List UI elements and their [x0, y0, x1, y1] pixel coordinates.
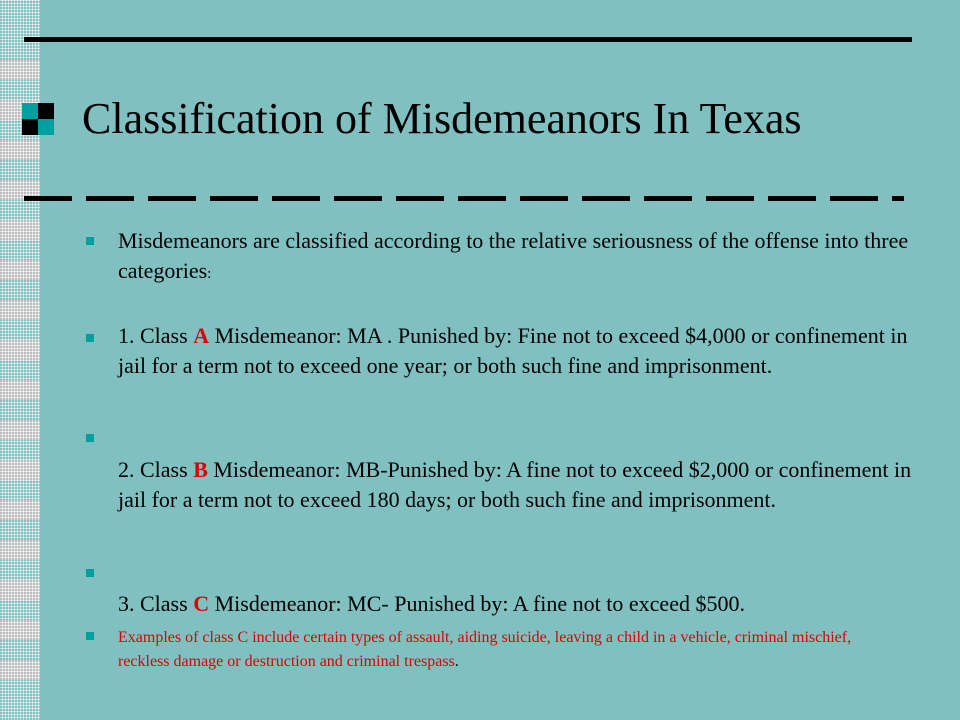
- examples-item: [118, 626, 878, 674]
- class-c-prefix: 3. Class: [118, 591, 194, 616]
- examples-period: .: [454, 653, 459, 670]
- class-b-letter: B: [193, 457, 208, 482]
- class-c-letter: C: [193, 591, 210, 616]
- square-bullet-icon: [86, 569, 94, 577]
- class-b-item: [118, 455, 928, 515]
- class-a-letter: A: [193, 323, 210, 348]
- intro-item: [118, 226, 928, 289]
- square-bullet-icon: [86, 632, 94, 640]
- square-bullet-icon: [86, 237, 94, 245]
- intro-colon: :: [207, 266, 212, 282]
- intro-text: Misdemeanors are classified according to the relative seriousness of the offense into three categories: [118, 228, 909, 283]
- slide-title: Classification of Misdemeanors In Texas: [82, 94, 802, 143]
- square-bullet-icon: [86, 334, 94, 342]
- class-c-item: [118, 589, 928, 619]
- class-a-prefix: 1. Class: [118, 323, 194, 348]
- class-a-text: Misdemeanor: MA . Punished by: Fine not to exceed $4,000 or confinement in jail for a term not to exceed one year; or both such fine and imprisonment.: [118, 323, 908, 378]
- class-c-text: Misdemeanor: MC- Punished by: A fine not to exceed $500.: [209, 591, 745, 616]
- class-a-item: [118, 321, 928, 381]
- square-bullet-icon: [86, 434, 94, 442]
- class-b-text: Misdemeanor: MB-Punished by: A fine not to exceed $2,000 or confinement in jail for a term not to exceed 180 days; or both such fine and imprisonment.: [118, 457, 912, 512]
- examples-text: Examples of class C include certain types of assault, aiding suicide, leaving a child in a vehicle, criminal mischief, reckless damage or destruction and criminal trespass: [118, 629, 852, 670]
- class-b-prefix: 2. Class: [118, 457, 194, 482]
